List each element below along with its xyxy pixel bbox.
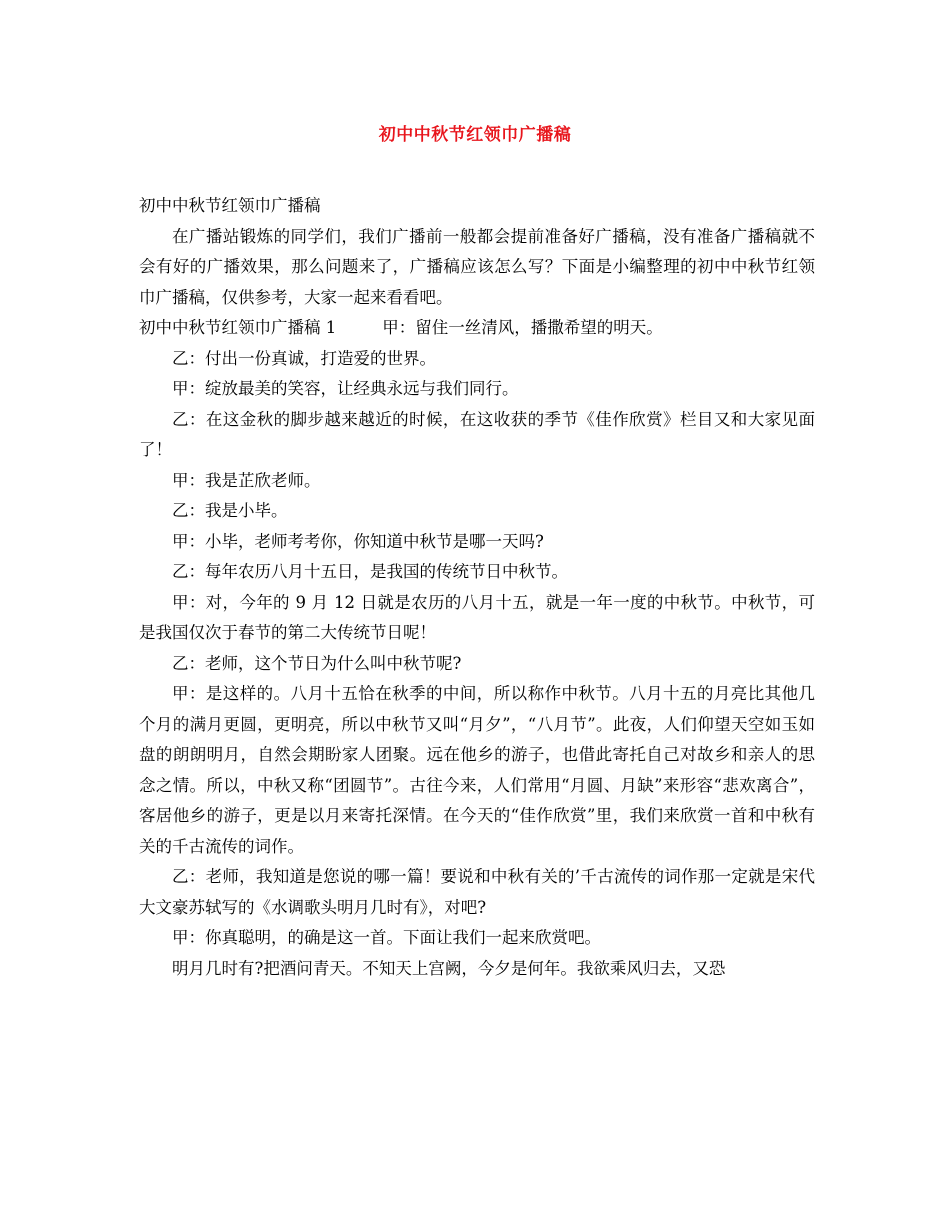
dialogue-paragraph: 甲：绽放最美的笑容，让经典永远与我们同行。 [172,379,519,398]
dialogue-paragraph: 乙：我是小毕。 [172,501,288,520]
poem-paragraph: 明月几时有?把酒问青天。不知天上宫阙，今夕是何年。我欲乘风归去，又恐 [172,958,726,978]
dialogue-paragraph: 乙：在这金秋的脚步越来越近的时候，在这收获的季节《佳作欣赏》栏目又和大家见面了！ [139,409,815,459]
dialogue-paragraph: 甲：对，今年的 9 月 12 日就是农历的八月十五，就是一年一度的中秋节。中秋节，可是我国仅次于春节的第二大传统节日呢！ [139,592,815,642]
dialogue-paragraph: 乙：老师，我知道是您说的哪一篇！要说和中秋有关的’千古流传的词作那一定就是宋代大文豪苏轼写的《水调歌头明月几时有》，对吧? [139,867,815,917]
dialogue-paragraph: 甲：我是芷欣老师。 [172,470,321,490]
dialogue-paragraph: 甲：小毕，老师考考你，你知道中秋节是哪一天吗? [172,531,544,551]
dialogue-paragraph: 甲：你真聪明，的确是这一首。下面让我们一起来欣赏吧。 [172,928,601,947]
intro-paragraph: 在广播站锻炼的同学们，我们广播前一般都会提前准备好广播稿，没有准备广播稿就不会有好的广播效果，那么问题来了，广播稿应该怎么写？下面是小编整理的初中中秋节红领巾广播稿，仅供参考，大家一起来看看吧。 [139,226,815,307]
section-first-line: 甲：留住一丝清风，播撒希望的明天。 [382,318,663,337]
document-subtitle: 初中中秋节红领巾广播稿 [139,196,321,215]
document-title: 初中中秋节红领巾广播稿 [378,125,572,145]
section-heading: 初中中秋节红领巾广播稿 1 [139,318,337,337]
dialogue-paragraph: 乙：每年农历八月十五日，是我国的传统节日中秋节。 [172,562,568,581]
document-body [139,191,815,984]
dialogue-paragraph: 甲：是这样的。八月十五恰在秋季的中间，所以称作中秋节。八月十五的月亮比其他几个月的满月更圆，更明亮，所以中秋节又叫“月夕”，“八月节”。此夜，人们仰望天空如玉如盘的朗朗明月，自然会期盼家人团聚。远在他乡的游子，也借此寄托自己对故乡和亲人的思念之情。所以，中秋又称“团圆节”。古往今来，人们常用“月圆、月缺”来形容“悲欢离合”，客居他乡的游子，更是以月来寄托深情。在今天的“佳作欣赏”里，我们来欣赏一首和中秋有关的千古流传的词作。 [139,684,815,856]
dialogue-paragraph: 乙：付出一份真诚，打造爱的世界。 [172,348,436,368]
section-heading-line [139,313,815,344]
dialogue-paragraph: 乙：老师，这个节日为什么叫中秋节呢? [172,653,462,673]
